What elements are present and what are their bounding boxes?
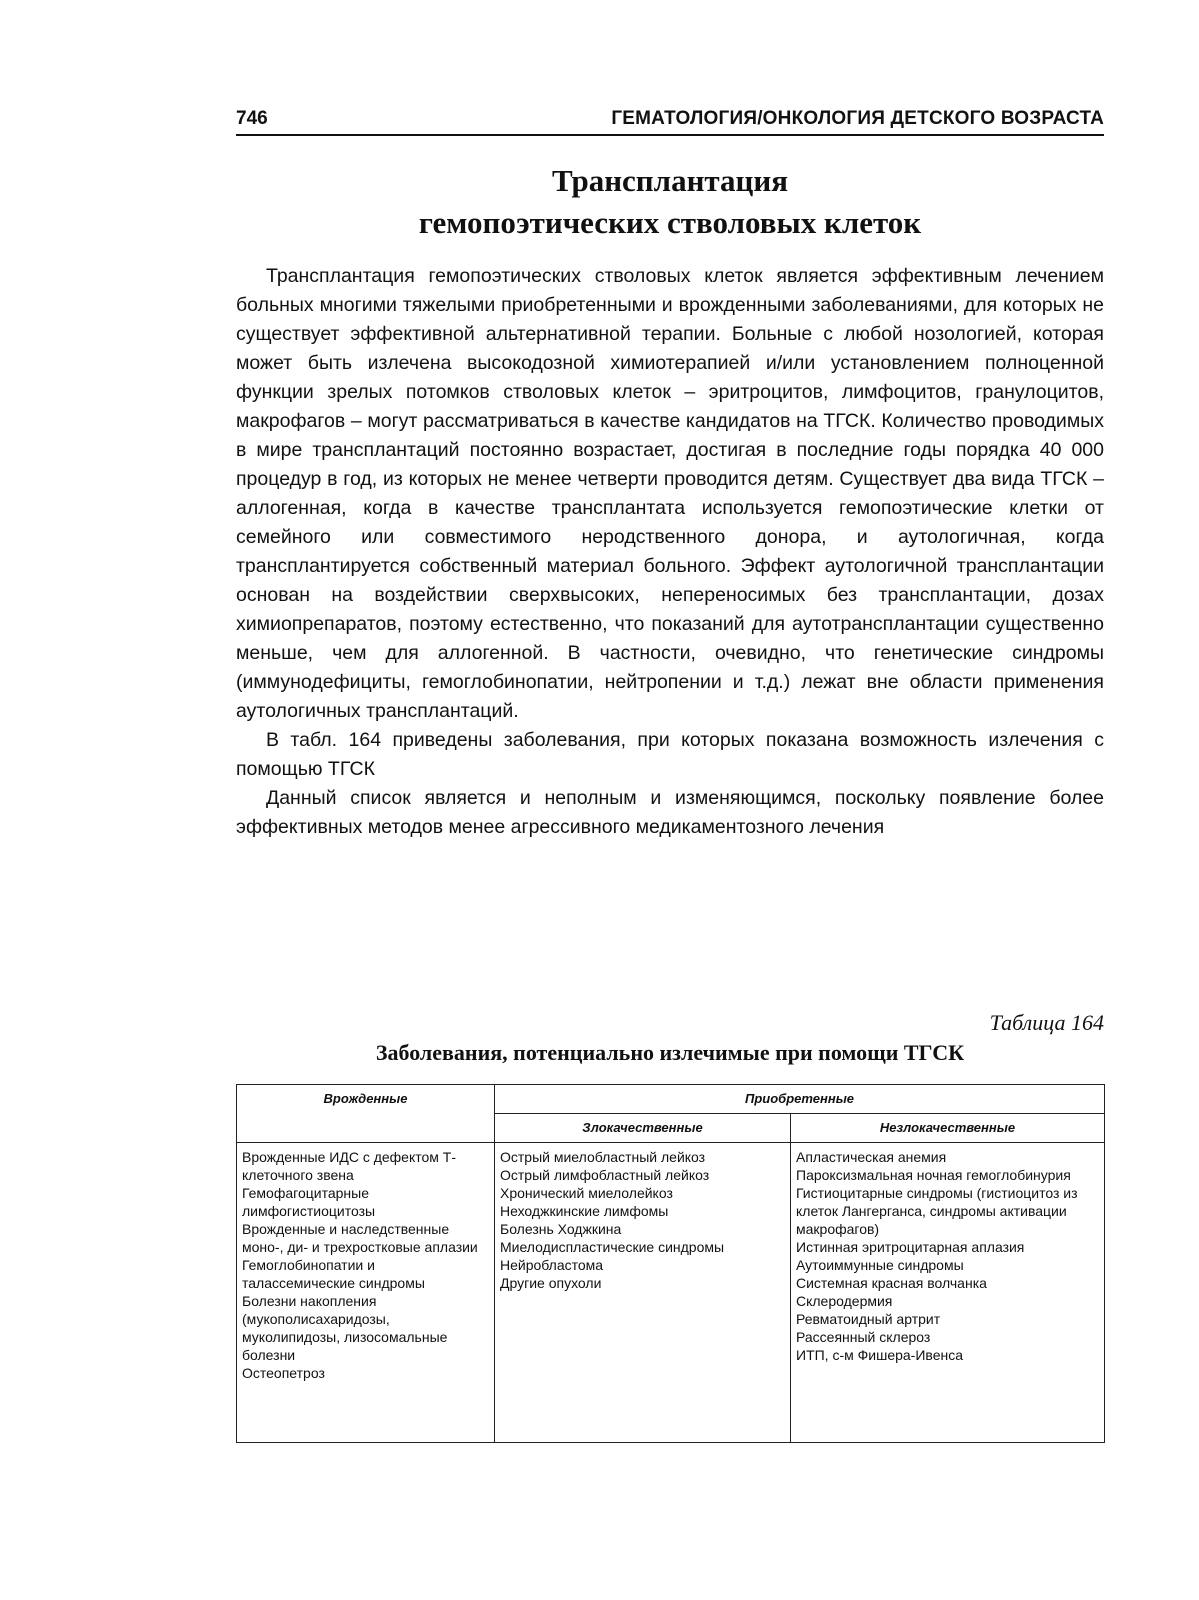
- table-title: Заболевания, потенциально излечимые при помощи ТГСК: [375, 1040, 965, 1065]
- malignant-cell: [495, 1143, 791, 1443]
- table-label: Таблица 164: [989, 1010, 1104, 1035]
- list-item: Системная красная волчанка: [796, 1275, 987, 1291]
- list-item: Болезнь Ходжкина: [500, 1221, 622, 1237]
- diseases-table: [236, 1084, 1105, 1443]
- header-acquired: Приобретенные: [495, 1085, 1105, 1114]
- paragraph: Трансплантация гемопоэтических стволовых клеток является эффективным лечением больных многими тяжелыми приобретенными и врожденными заболеваниями, для которых не существует эффективной альтернативной терапии. Больные с любой нозологией, которая может быть излечена высокодозной химиотерапией и/или установлением полноценной функции зрелых потомков стволовых клеток – эритроцитов, лимфоцитов, гранулоцитов, макрофагов – могут рассматриваться в качестве кандидатов на ТГСК. Количество проводимых в мире трансплантаций постоянно возрастает, достигая в последние годы порядка 40 000 процедур в год, из которых не менее четверти проводится детям. Существует два вида ТГСК – аллогенная, когда в качестве трансплантата используется гемопоэтические клетки от семейного или совместимого неродственного донора, и аутологичная, когда трансплантируется собственный материал больного. Эффект аутологичной трансплантации основан на воздействии сверхвысоких, непереносимых без трансплантации, дозах химиопрепаратов, поэтому естественно, что показаний для аутотрансплантации существенно меньше, чем для аллогенной. В частности, очевидно, что генетические синдромы (иммунодефициты, гемоглобинопатии, нейтропении и т.д.) лежат вне области применения аутологичных трансплантаций.: [236, 265, 1104, 722]
- list-item: Болезни накопления (мукополисахаридозы, муколипидозы, лизосомальные болезни: [242, 1293, 448, 1363]
- nonmalignant-cell: [791, 1143, 1105, 1443]
- list-item: Аутоиммунные синдромы: [796, 1257, 964, 1273]
- list-item: Врожденные и наследственные моно-, ди- и трехростковые аплазии: [242, 1221, 478, 1255]
- paragraph: Данный список является и неполным и изменяющимся, поскольку появление более эффективных методов менее агрессивного медикаментозного лечения: [236, 787, 1104, 838]
- running-header: [236, 104, 1104, 136]
- section-title-line-1: Трансплантация: [551, 163, 789, 198]
- list-item: Апластическая анемия: [796, 1149, 947, 1165]
- list-item: Гемофагоцитарные лимфогистиоцитозы: [242, 1185, 376, 1219]
- paragraph: В табл. 164 приведены заболевания, при которых показана возможность излечения с помощью ТГСК: [236, 729, 1104, 780]
- body-text: [236, 262, 1104, 842]
- running-title: ГЕМАТОЛОГИЯ/ОНКОЛОГИЯ ДЕТСКОГО ВОЗРАСТА: [611, 108, 1104, 129]
- list-item: Врожденные ИДС с дефектом Т-клеточного звена: [242, 1149, 457, 1183]
- list-item: Миелодиспластические синдромы: [500, 1239, 725, 1255]
- list-item: Склеродермия: [796, 1293, 893, 1309]
- section-title: [236, 160, 1104, 244]
- list-item: Неходжкинские лимфомы: [500, 1203, 669, 1219]
- list-item: ИТП, с-м Фишера-Ивенса: [796, 1347, 963, 1363]
- list-item: Гистиоцитарные синдромы (гистиоцитоз из клеток Лангерганса, синдромы активации макрофагов): [796, 1185, 1078, 1237]
- page-number: 746: [236, 108, 268, 129]
- congenital-cell: [237, 1143, 495, 1443]
- header-congenital: Врожденные: [237, 1085, 495, 1143]
- list-item: Гемоглобинопатии и талассемические синдромы: [242, 1257, 425, 1291]
- list-item: Ревматоидный артрит: [796, 1311, 941, 1327]
- section-title-line-2: гемопоэтических стволовых клеток: [418, 205, 922, 240]
- list-item: Хронический миелолейкоз: [500, 1185, 673, 1201]
- list-item: Пароксизмальная ночная гемоглобинурия: [796, 1167, 1071, 1183]
- list-item: Нейробластома: [500, 1257, 604, 1273]
- list-item: Другие опухоли: [500, 1275, 602, 1291]
- list-item: Рассеянный склероз: [796, 1329, 931, 1345]
- list-item: Острый миелобластный лейкоз: [500, 1149, 706, 1165]
- list-item: Острый лимфобластный лейкоз: [500, 1167, 710, 1183]
- header-nonmalignant: Незлокачественные: [791, 1114, 1105, 1143]
- header-malignant: Злокачественные: [495, 1114, 791, 1143]
- list-item: Остеопетроз: [242, 1365, 325, 1381]
- list-item: Истинная эритроцитарная аплазия: [796, 1239, 1025, 1255]
